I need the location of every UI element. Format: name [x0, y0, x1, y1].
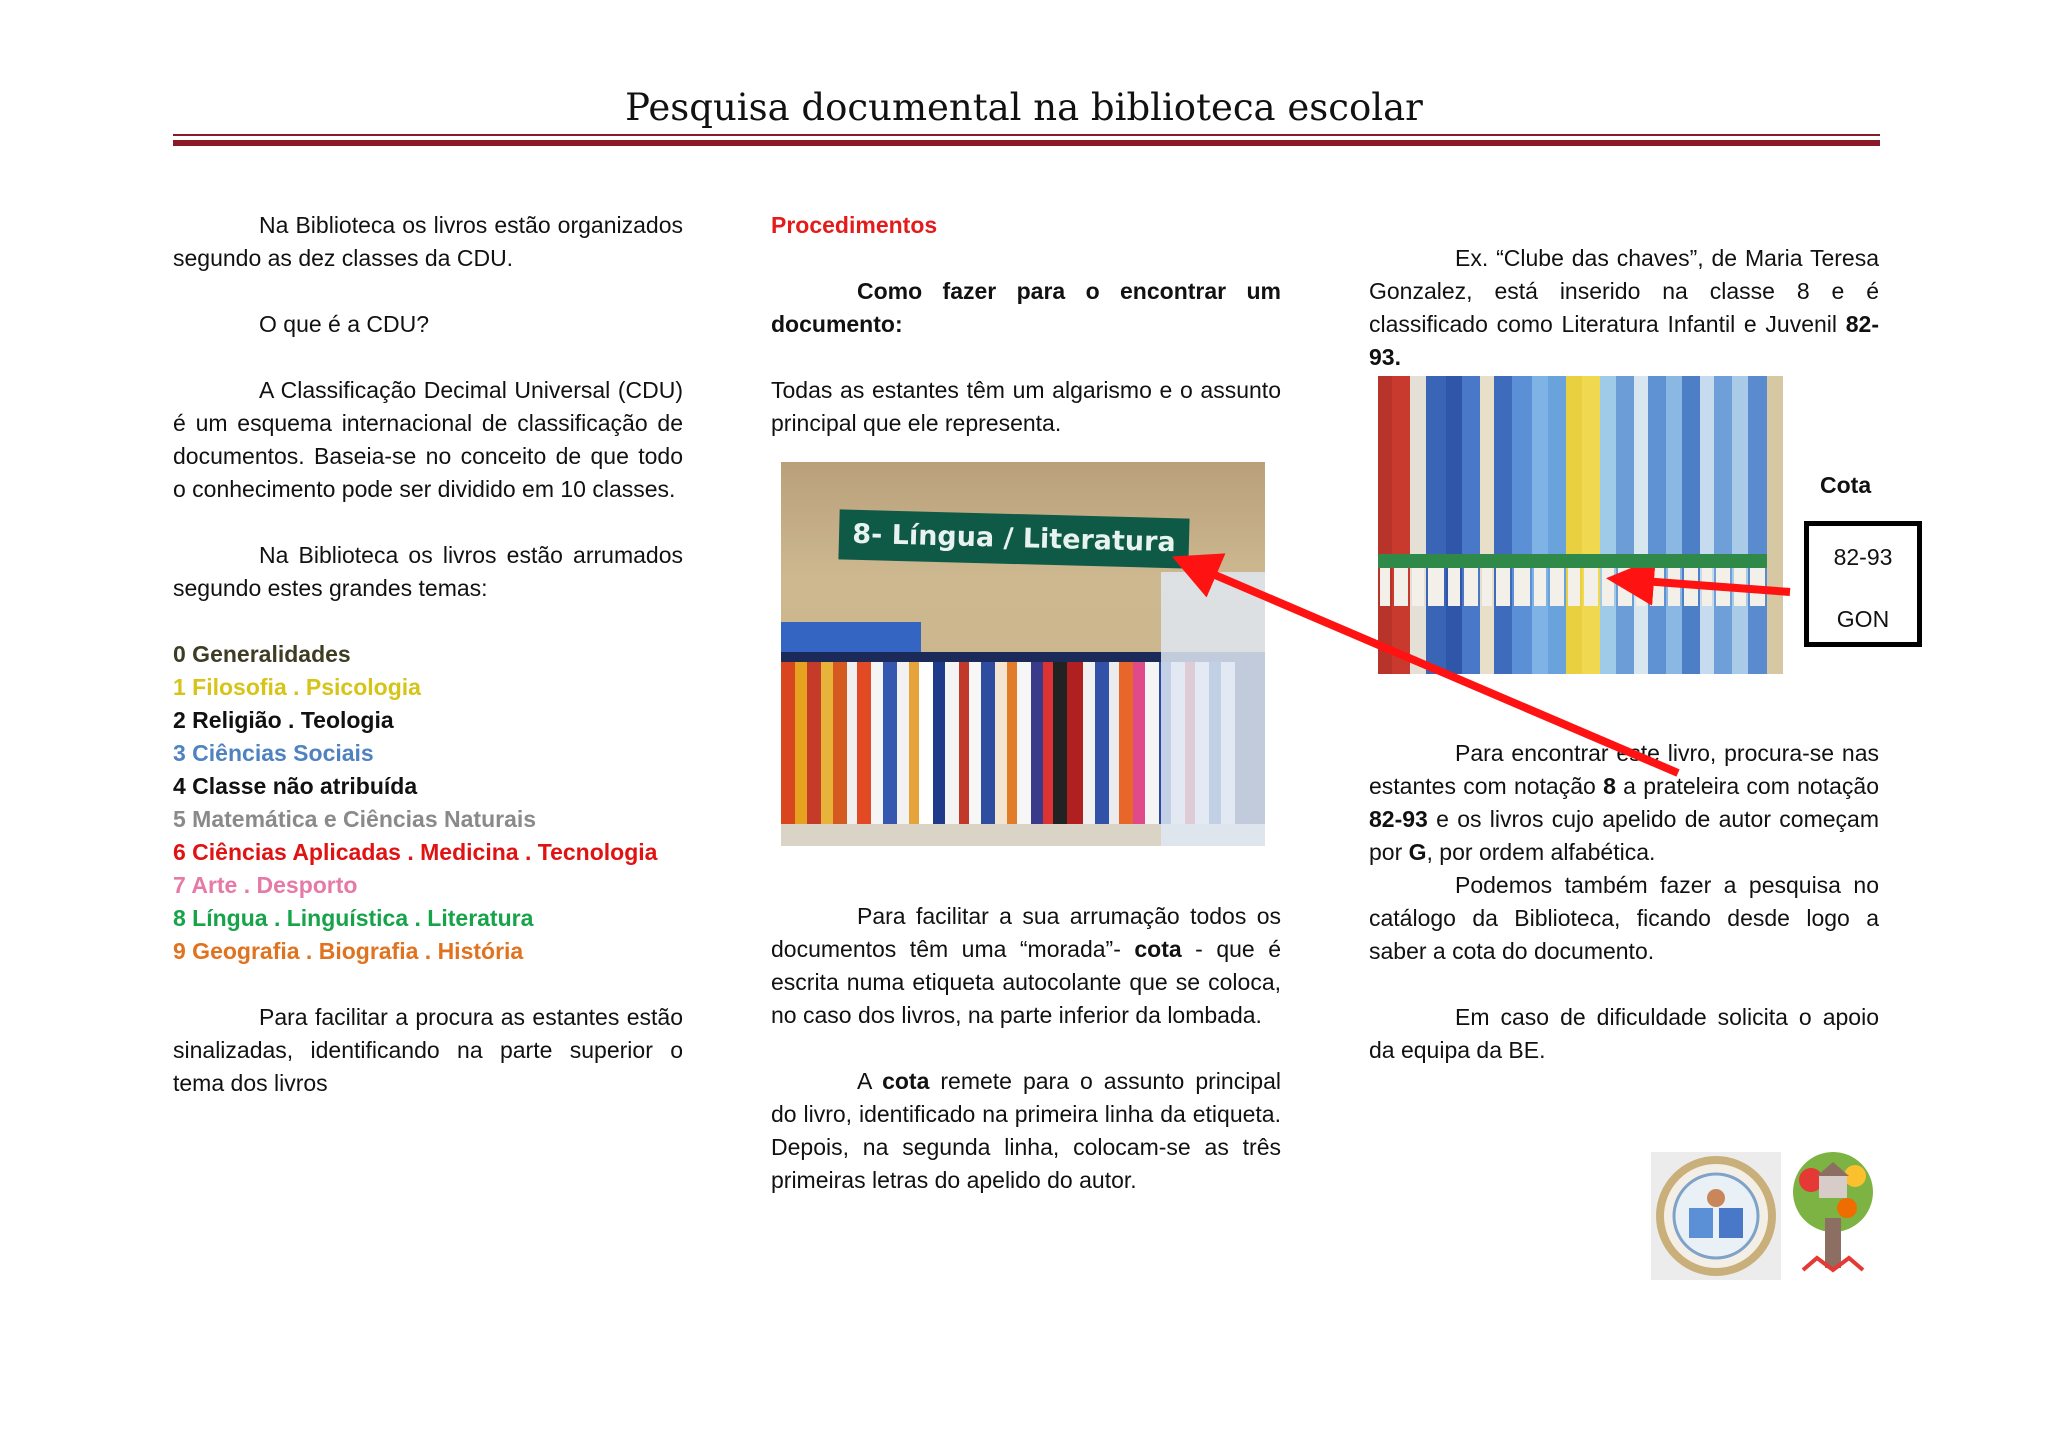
procedures-heading: Procedimentos [771, 212, 938, 238]
arrow-to-book-label [1630, 580, 1790, 592]
find-book-class: 8 [1603, 773, 1616, 799]
arrow-to-shelf-sign [1194, 566, 1678, 773]
cota-explanation-a: Para facilitar a sua arrumação todos os documentos têm uma “morada”- [771, 903, 1281, 962]
cota-meaning-c: remete para o assunto principal do livro, identificado na primeira linha da etiqueta. Depois, na segunda linha, colocam-se as três primeiras letras do apelido do autor. [771, 1068, 1281, 1193]
themes-intro: Na Biblioteca os livros estão arrumados segundo estes grandes temas: [173, 542, 683, 601]
cdu-definition: A Classificação Decimal Universal (CDU) é um esquema internacional de classificação de documentos. Baseia-se no conceito de que todo o conhecimento pode ser dividido em 10 classes. [173, 377, 683, 502]
tree-logo [1783, 1146, 1883, 1280]
class-item-0: 0 Generalidades [173, 641, 351, 667]
cota-explanation-c: - que é escrita numa etiqueta autocolante que se coloca, no caso dos livros, na parte inferior da lombada. [771, 936, 1281, 1028]
help-paragraph: Em caso de dificuldade solicita o apoio da equipa da BE. [1369, 1004, 1879, 1063]
shelf-sign: 8- Língua / Literatura [838, 509, 1189, 568]
class-item-8: 8 Língua . Linguística . Literatura [173, 905, 534, 931]
find-book-c: a prateleira com notação [1615, 773, 1879, 799]
class-item-2: 2 Religião . Teologia [173, 707, 394, 733]
class-item-1: 1 Filosofia . Psicologia [173, 674, 421, 700]
cota-meaning-a: A [857, 1068, 883, 1094]
find-book-e: e os livros cujo apelido de autor começam por [1369, 806, 1879, 865]
cota-label: Cota [1820, 472, 1872, 498]
shelves-signage-paragraph: Para facilitar a procura as estantes estão sinalizadas, identificando na parte superior o tema dos livros [173, 1004, 683, 1096]
shelves-number-paragraph: Todas as estantes têm um algarismo e o assunto principal que ele representa. [771, 377, 1281, 436]
class-item-5: 5 Matemática e Ciências Naturais [173, 806, 537, 832]
example-cota: 82-93. [1369, 311, 1879, 370]
class-item-7: 7 Arte . Desporto [173, 872, 358, 898]
find-book-g: , por ordem alfabética. [1426, 839, 1656, 865]
find-book-a: Para encontrar este livro, procura-se nas estantes com notação [1369, 740, 1879, 799]
class-item-3: 3 Ciências Sociais [173, 740, 374, 766]
cota-term-2: cota [882, 1068, 930, 1094]
class-item-6: 6 Ciências Aplicadas . Medicina . Tecnologia [173, 839, 658, 865]
find-book-cota: 82-93 [1369, 806, 1428, 832]
page-title: Pesquisa documental na biblioteca escolar [625, 86, 1423, 129]
cota-term: cota [1134, 936, 1182, 962]
class-item-9: 9 Geografia . Biografia . História [173, 938, 524, 964]
how-to-find-heading: Como fazer para o encontrar um documento: [771, 278, 1281, 337]
cota-line-1: 82-93 [1833, 544, 1893, 570]
cdu-question: O que é a CDU? [259, 311, 430, 337]
example-text: Ex. “Clube das chaves”, de Maria Teresa Gonzalez, está inserido na classe 8 e é classificado como Literatura Infantil e Juvenil [1369, 245, 1879, 337]
find-book-letter: G [1408, 839, 1427, 865]
class-item-4: 4 Classe não atribuída [173, 773, 418, 799]
school-library-logo [1651, 1152, 1781, 1280]
intro-paragraph: Na Biblioteca os livros estão organizados segundo as dez classes da CDU. [173, 212, 683, 271]
catalog-paragraph: Podemos também fazer a pesquisa no catálogo da Biblioteca, ficando desde logo a saber a cota do documento. [1369, 872, 1879, 964]
cota-line-2: GON [1836, 606, 1890, 632]
